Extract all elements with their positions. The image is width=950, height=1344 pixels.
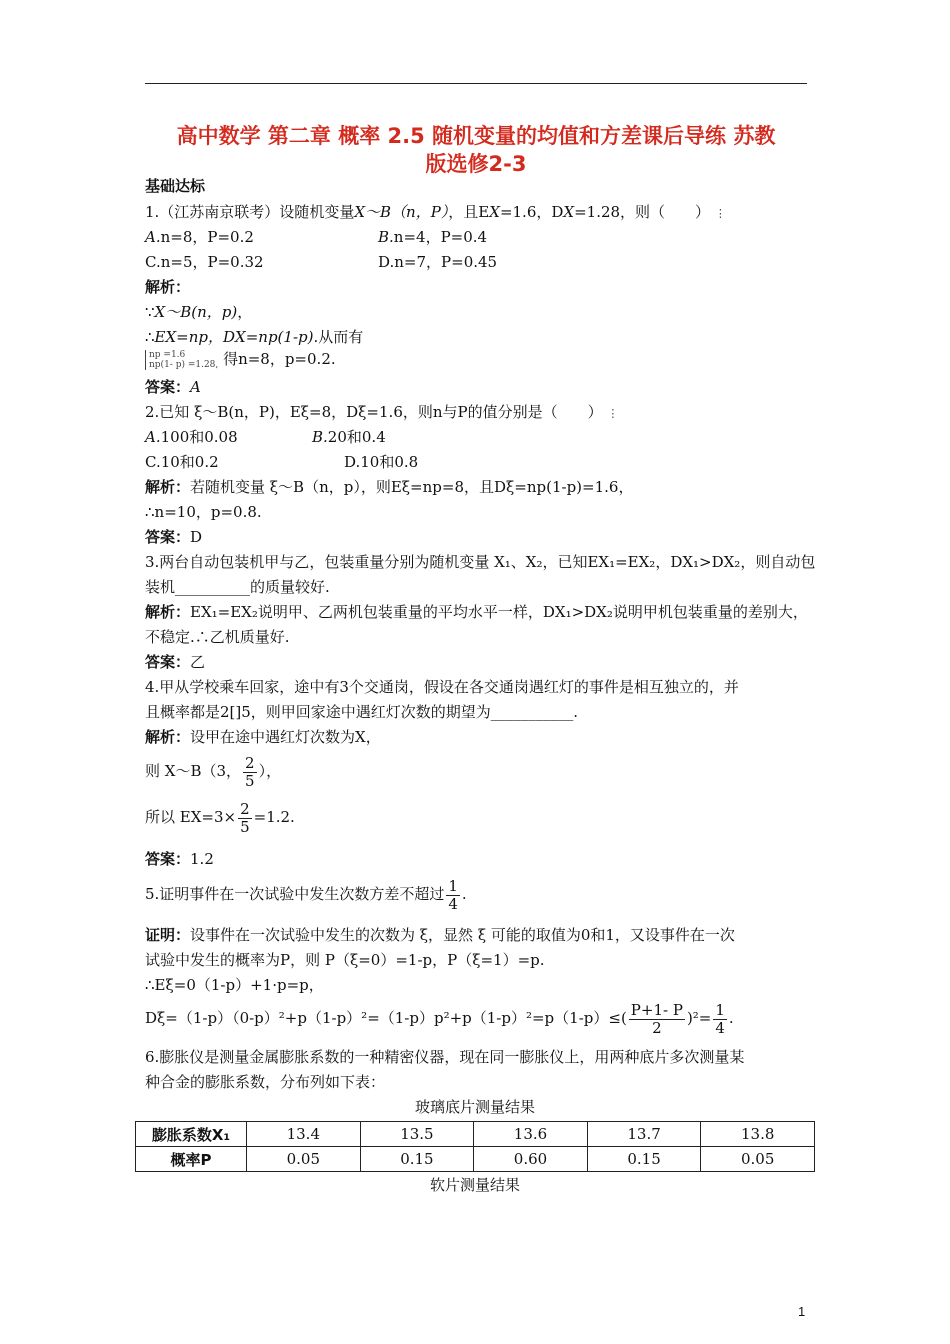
q1-analysis-line-3: np =1.6 np(1- p) =1.28, 得n=8，p=0.2.	[145, 349, 336, 370]
q2-option-d: D.10和0.8	[344, 453, 419, 471]
q1-analysis-line-2: ∴EX=np，DX=np(1-p).从而有	[145, 328, 364, 346]
header-rule	[145, 83, 807, 84]
table-cell: 13.5	[360, 1122, 474, 1147]
fraction-two-fifths: $\frac{2}{5}$	[240, 799, 250, 836]
q1-analysis-line-1: ∵X～B(n，p)，	[145, 303, 253, 321]
table-cell: 13.7	[587, 1122, 701, 1147]
q3-analysis-line-2: 不稳定.∴乙机质量好.	[145, 628, 290, 646]
table-cell: 0.15	[587, 1147, 701, 1172]
table-header-cell: 概率P	[136, 1147, 247, 1172]
document-title	[140, 122, 812, 178]
q4-stem-line-1: 4.甲从学校乘车回家，途中有3个交通岗，假设在各交通岗遇红灯的事件是相互独立的，并	[145, 678, 739, 696]
table2-caption: 软片测量结果	[429, 1176, 520, 1194]
q2-option-b: B.20和0.4	[312, 428, 386, 446]
q5-stem: 5.证明事件在一次试验中发生次数方差不超过 $\frac{1}{4}$ .	[145, 876, 467, 913]
table-cell: 13.6	[474, 1122, 588, 1147]
q3-stem-line-2: 装机__________的质量较好.	[145, 578, 330, 596]
table-cell: 0.15	[360, 1147, 474, 1172]
q6-stem-line-2: 种合金的膨胀系数，分布列如下表：	[145, 1073, 386, 1091]
q5-proof-line-2: 试验中发生的概率为P，则 P（ξ=0）=1-p，P（ξ=1）=p.	[145, 951, 545, 969]
q4-analysis: 解析：设甲在途中遇红灯次数为X，	[145, 728, 381, 746]
table-header-cell: 膨胀系数X₁	[136, 1122, 247, 1147]
fraction-mean: $\frac{P+1- P}{2}$	[630, 1000, 683, 1037]
table1-caption: 玻璃底片测量结果	[414, 1098, 535, 1116]
q5-proof-line-4: Dξ=（1-p）（0-p）²+p（1-p）²=（1-p）p²+p（1-p）²=p（1-p）≤( $\frac{P+1- P}{2}$ )²= $\frac{1}{4}$ .	[145, 1000, 734, 1037]
table-cell: 0.05	[247, 1147, 361, 1172]
q4-stem-line-2: 且概率都是2[]5，则甲回家途中遇红灯次数的期望为___________.	[145, 703, 579, 721]
table-cell: 13.8	[701, 1122, 815, 1147]
page-number: 1	[798, 1304, 806, 1319]
q4-analysis-line-3: 所以 EX=3× $\frac{2}{5}$ =1.2.	[145, 799, 295, 836]
q1-option-a: A.n=8，P=0.2	[145, 228, 254, 246]
equation-system: np =1.6 np(1- p) =1.28,	[145, 350, 218, 370]
q3-answer: 答案：乙	[145, 653, 206, 671]
table-row	[136, 1147, 815, 1172]
fraction-one-quarter: $\frac{1}{4}$	[448, 876, 458, 913]
q2-analysis: 解析：若随机变量 ξ～B（n，p），则Eξ=np=8，且Dξ=np(1-p)=1.6，	[145, 478, 634, 496]
q3-stem-line-1: 3.两台自动包装机甲与乙，包装重量分别为随机变量 X₁、X₂，已知EX₁=EX₂，DX₁>DX₂，则自动包	[145, 553, 816, 571]
q6-stem-line-1: 6.膨胀仪是测量金属膨胀系数的一种精密仪器，现在同一膨胀仪上，用两种底片多次测量某	[145, 1048, 745, 1066]
table-row	[136, 1122, 815, 1147]
q3-analysis: 解析：EX₁=EX₂说明甲、乙两机包装重量的平均水平一样，DX₁>DX₂说明甲机包装重量的差别大，	[145, 603, 808, 621]
q4-answer: 答案：1.2	[145, 850, 214, 868]
table-cell: 13.4	[247, 1122, 361, 1147]
fraction-two-fifths: $\frac{2}{5}$	[245, 753, 255, 790]
title-line-2: 版选修2-3	[425, 152, 527, 176]
q1-option-c: C.n=5，P=0.32	[145, 253, 264, 271]
q1-analysis-label: 解析：	[145, 278, 191, 296]
q5-proof-line-1: 证明：设事件在一次试验中发生的次数为 ξ，显然 ξ 可能的取值为0和1，又设事件在一次	[145, 926, 735, 944]
q5-proof-line-3: ∴Eξ=0（1-p）+1·p=p，	[145, 976, 324, 994]
table-cell: 0.05	[701, 1147, 815, 1172]
q2-analysis-line-2: ∴n=10，p=0.8.	[145, 503, 262, 521]
q1-stem: 1.（江苏南京联考）设随机变量X～B（n，P），且EX=1.6，DX=1.28，则（ ） ⋮	[145, 203, 726, 221]
title-line-1: 高中数学 第二章 概率 2.5 随机变量的均值和方差课后导练 苏教	[176, 124, 776, 148]
q1-option-d: D.n=7，P=0.45	[378, 253, 498, 271]
q1-answer: 答案：A	[145, 378, 201, 396]
section-heading: 基础达标	[145, 177, 206, 195]
q2-stem: 2.已知 ξ～B(n，P)，Eξ=8，Dξ=1.6，则n与P的值分别是（ ） ⋮	[145, 403, 619, 421]
table-cell: 0.60	[474, 1147, 588, 1172]
q2-option-c: C.10和0.2	[145, 453, 219, 471]
fraction-one-quarter: $\frac{1}{4}$	[715, 1000, 725, 1037]
q2-option-a: A.100和0.08	[145, 428, 238, 446]
glass-plate-table	[135, 1121, 815, 1172]
q1-option-b: B.n=4，P=0.4	[378, 228, 488, 246]
q4-analysis-line-2: 则 X～B（3， $\frac{2}{5}$ ），	[145, 753, 282, 790]
q2-answer: 答案：D	[145, 528, 203, 546]
